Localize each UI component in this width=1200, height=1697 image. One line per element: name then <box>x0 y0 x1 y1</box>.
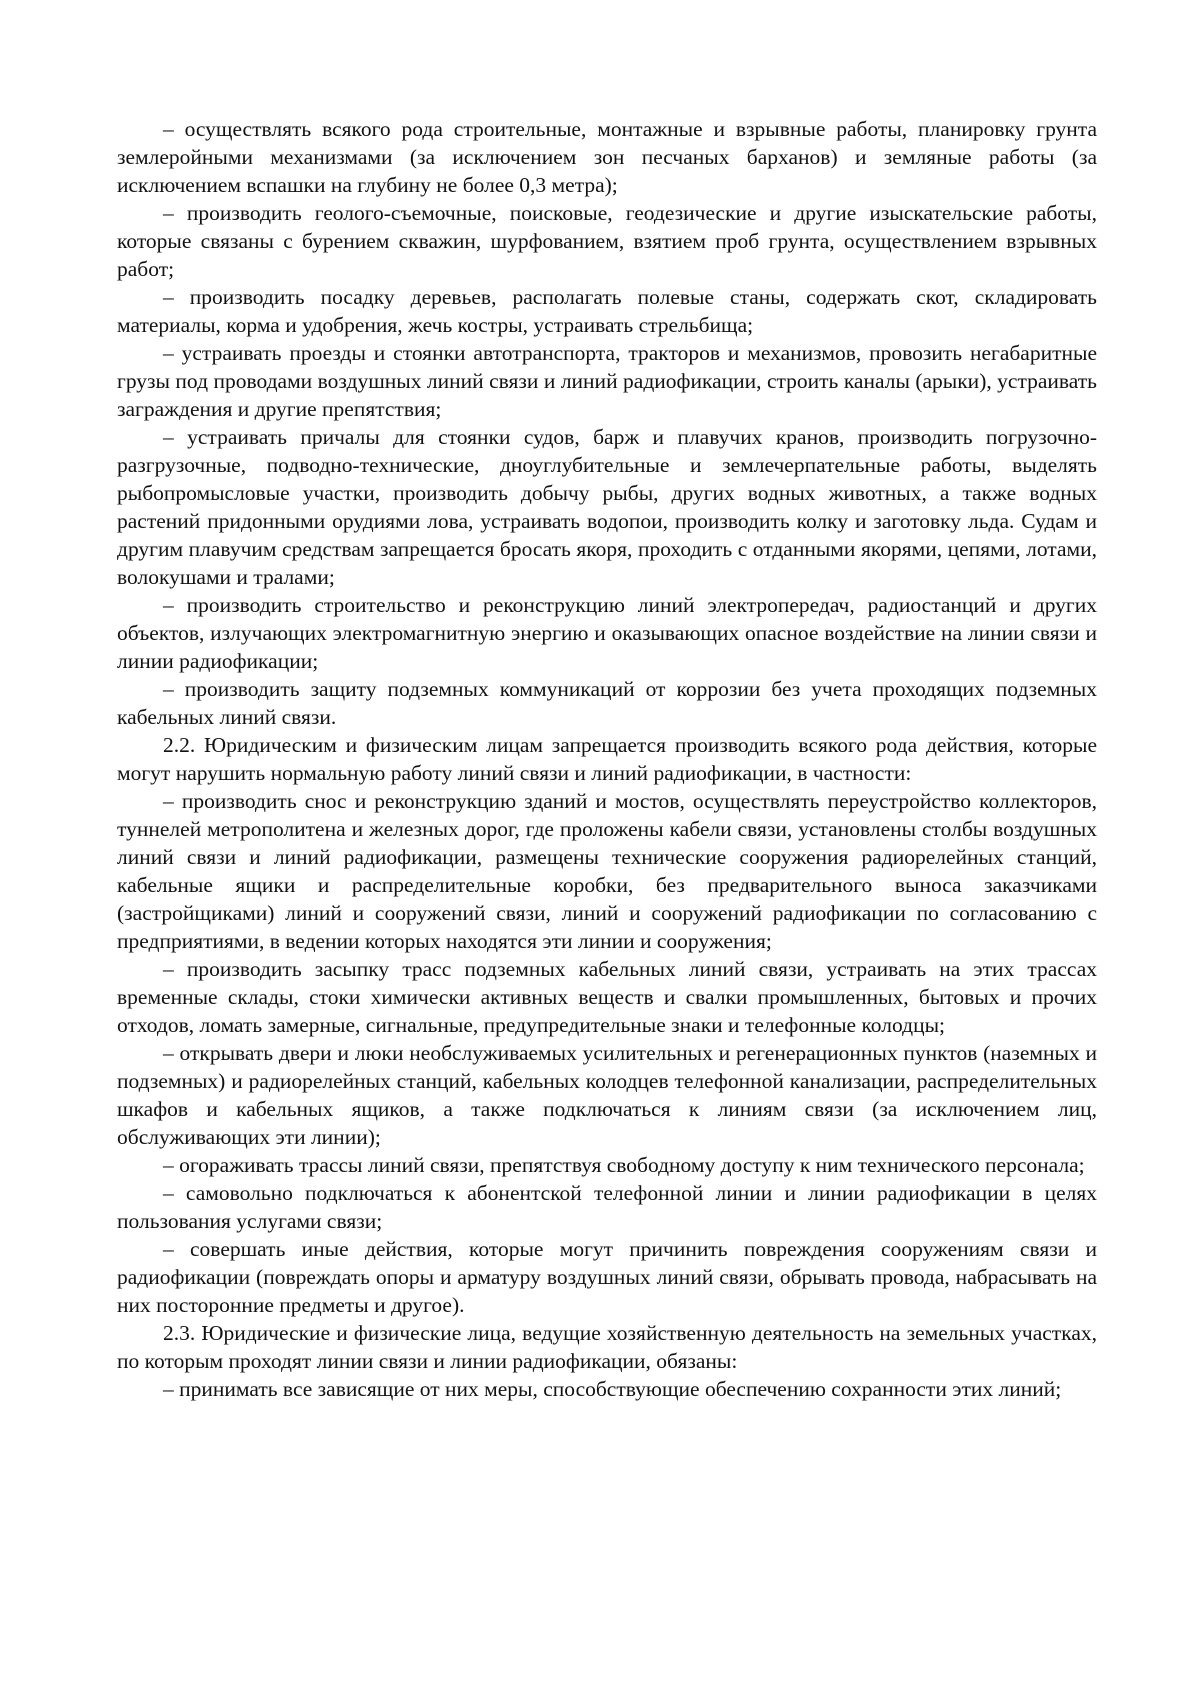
paragraph-1: – осуществлять всякого рода строительные, монтажные и взрывные работы, планировку грунта землеройными механизмами (за исключением зон песчаных барханов) и земляные работы (за исключением вспашки на глубину не более 0,3 метра); <box>117 117 1097 197</box>
paragraph-14: – совершать иные действия, которые могут причинить повреждения сооружениям связи и радиофикации (повреждать опоры и арматуру воздушных линий связи, обрывать провода, набрасывать на них посторонние предметы и другое). <box>117 1237 1097 1317</box>
paragraph-6: – производить строительство и реконструкцию линий электропередач, радиостанций и других объектов, излучающих электромагнитную энергию и оказывающих опасное воздействие на линии связи и линии радиофикации; <box>117 593 1097 673</box>
paragraph-2: – производить геолого-съемочные, поисковые, геодезические и другие изыскательские работы, которые связаны с бурением скважин, шурфованием, взятием проб грунта, осуществлением взрывных работ; <box>117 201 1097 281</box>
paragraph-16: – принимать все зависящие от них меры, способствующие обеспечению сохранности этих линий; <box>163 1377 1062 1401</box>
section-2-3: 2.3. Юридические и физические лица, ведущие хозяйственную деятельность на земельных участках, по которым проходят линии связи и линии радиофикации, обязаны: <box>117 1321 1097 1373</box>
paragraph-9: – производить снос и реконструкцию зданий и мостов, осуществлять переустройство коллекторов, туннелей метрополитена и железных дорог, где проложены кабели связи, установлены столбы воздушных линий связи и линий радиофикации, размещены технические сооружения радиорелейных станций, кабельные ящики и распределительные коробки, без предварительного выноса заказчиками (застройщиками) линий и сооружений связи, линий и сооружений радиофикации по согласованию с предприятиями, в ведении которых находятся эти линии и сооружения; <box>117 789 1097 953</box>
document-page <box>117 115 1097 1403</box>
paragraph-7: – производить защиту подземных коммуникаций от коррозии без учета проходящих подземных кабельных линий связи. <box>117 677 1097 729</box>
paragraph-13: – самовольно подключаться к абонентской телефонной линии и линии радиофикации в целях пользования услугами связи; <box>117 1181 1097 1233</box>
paragraph-10: – производить засыпку трасс подземных кабельных линий связи, устраивать на этих трассах временные склады, стоки химически активных веществ и свалки промышленных, бытовых и прочих отходов, ломать замерные, сигнальные, предупредительные знаки и телефонные колодцы; <box>117 957 1097 1037</box>
paragraph-5: – устраивать причалы для стоянки судов, барж и плавучих кранов, производить погрузочно-разгрузочные, подводно-технические, дноуглубительные и землечерпательные работы, выделять рыбопромысловые участки, производить добычу рыбы, других водных животных, а также водных растений придонными орудиями лова, устраивать водопои, производить колку и заготовку льда. Судам и другим плавучим средствам запрещается бросать якоря, проходить с отданными якорями, цепями, лотами, волокушами и тралами; <box>117 425 1097 589</box>
paragraph-11: – открывать двери и люки необслуживаемых усилительных и регенерационных пунктов (наземных и подземных) и радиорелейных станций, кабельных колодцев телефонной канализации, распределительных шкафов и кабельных ящиков, а также подключаться к линиям связи (за исключением лиц, обслуживающих эти линии); <box>117 1041 1097 1149</box>
paragraph-3: – производить посадку деревьев, располагать полевые станы, содержать скот, складировать материалы, корма и удобрения, жечь костры, устраивать стрельбища; <box>117 285 1097 337</box>
section-2-2: 2.2. Юридическим и физическим лицам запрещается производить всякого рода действия, которые могут нарушить нормальную работу линий связи и линий радиофикации, в частности: <box>117 733 1097 785</box>
paragraph-4: – устраивать проезды и стоянки автотранспорта, тракторов и механизмов, провозить негабаритные грузы под проводами воздушных линий связи и линий радиофикации, строить каналы (арыки), устраивать заграждения и другие препятствия; <box>117 341 1097 421</box>
paragraph-12: – огораживать трассы линий связи, препятствуя свободному доступу к ним технического персонала; <box>163 1153 1085 1177</box>
